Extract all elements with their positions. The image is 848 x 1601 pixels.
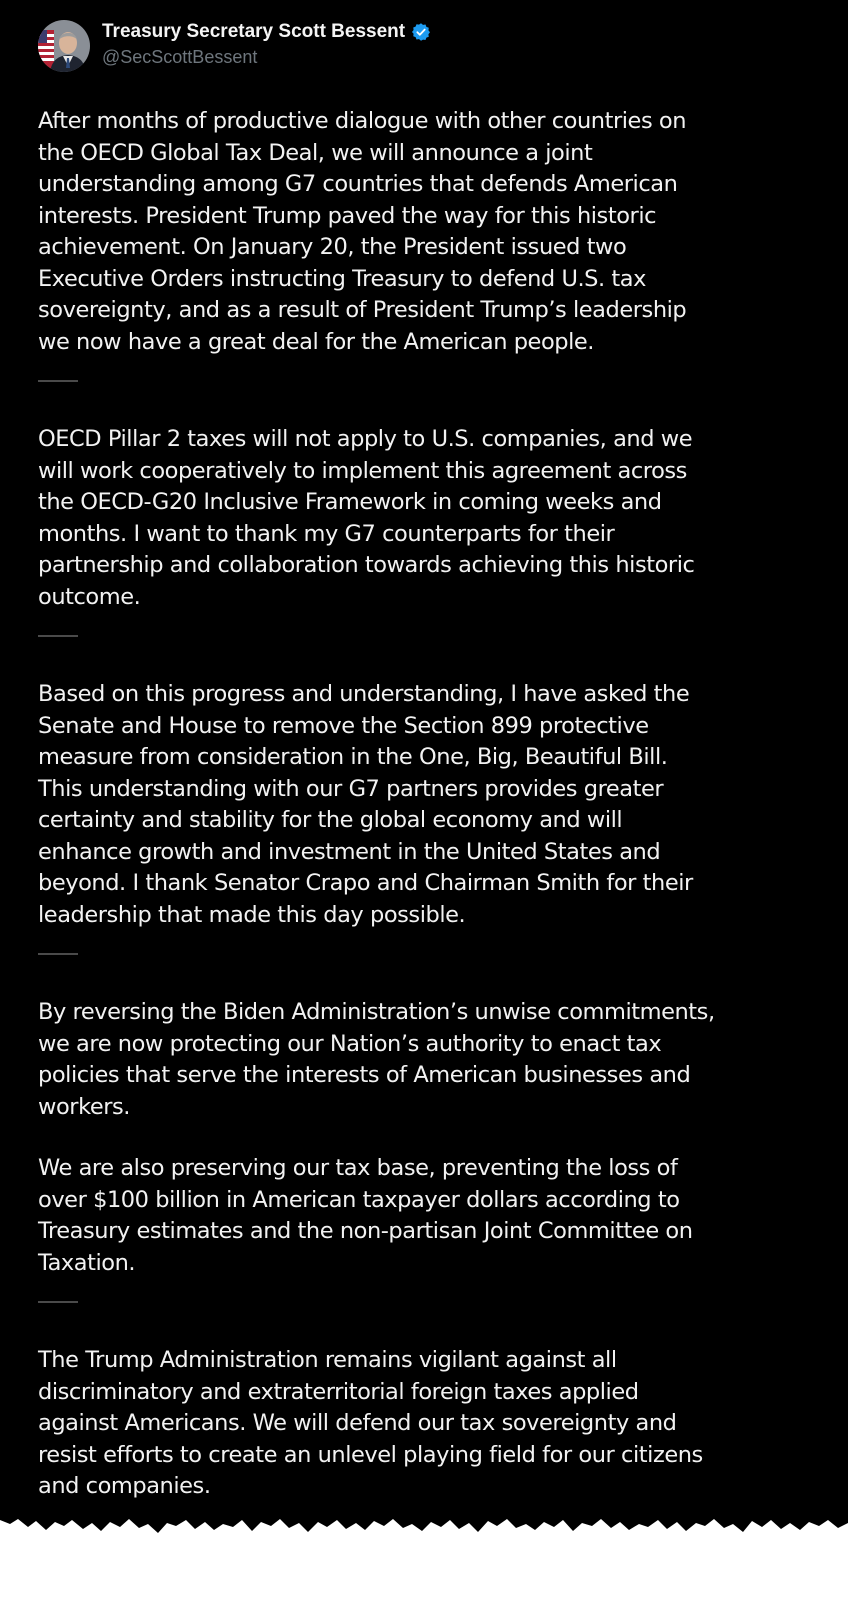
post-header bbox=[38, 20, 798, 72]
post-paragraph-6: The Trump Administration remains vigilant against all discriminatory and extraterritorial foreign taxes applied against Americans. We will defend our tax sovereignty and resist efforts to create an unlevel playing field for our citizens and companies. bbox=[38, 1347, 703, 1499]
post-paragraph-3: Based on this progress and understanding, I have asked the Senate and House to remove the Section 899 protective measure from consideration in the One, Big, Beautiful Bill. This understanding with our G7 partners provides greater certainty and stability for the global economy and will enhance growth and investment in the United States and beyond. I thank Senator Crapo and Chairman Smith for their leadership that made this day possible. bbox=[38, 681, 693, 928]
torn-paper-edge bbox=[0, 1500, 848, 1601]
post-paragraph-1: After months of productive dialogue with other countries on the OECD Global Tax Deal, we will announce a joint understanding among G7 countries that defends American interests. President Trump paved the way for this historic achievement. On January 20, the President issued two Executive Orders instructing Treasury to defend U.S. tax sovereignty, and as a result of President Trump’s leadership we now have a great deal for the American people. bbox=[38, 108, 687, 355]
post-paragraph-2: OECD Pillar 2 taxes will not apply to U.S. companies, and we will work cooperatively to implement this agreement across the OECD-G20 Inclusive Framework in coming weeks and months. I want to thank my G7 counterparts for their partnership and collaboration towards achieving this historic outcome. bbox=[38, 426, 695, 610]
author-display-name[interactable]: Treasury Secretary Scott Bessent bbox=[102, 21, 406, 42]
author-handle[interactable]: @SecScottBessent bbox=[102, 47, 258, 67]
post-paragraph-4: By reversing the Biden Administration’s unwise commitments, we are now protecting our Nation’s authority to enact tax policies that serve the interests of American businesses and workers. bbox=[38, 999, 715, 1120]
verified-badge-icon bbox=[411, 22, 431, 42]
post-paragraph-5: We are also preserving our tax base, preventing the loss of over $100 billion in American taxpayer dollars according to Treasury estimates and the non-partisan Joint Committee on Taxation. bbox=[38, 1155, 693, 1276]
post-body bbox=[38, 106, 808, 1503]
author-name-row bbox=[102, 20, 431, 44]
avatar[interactable] bbox=[38, 20, 90, 72]
